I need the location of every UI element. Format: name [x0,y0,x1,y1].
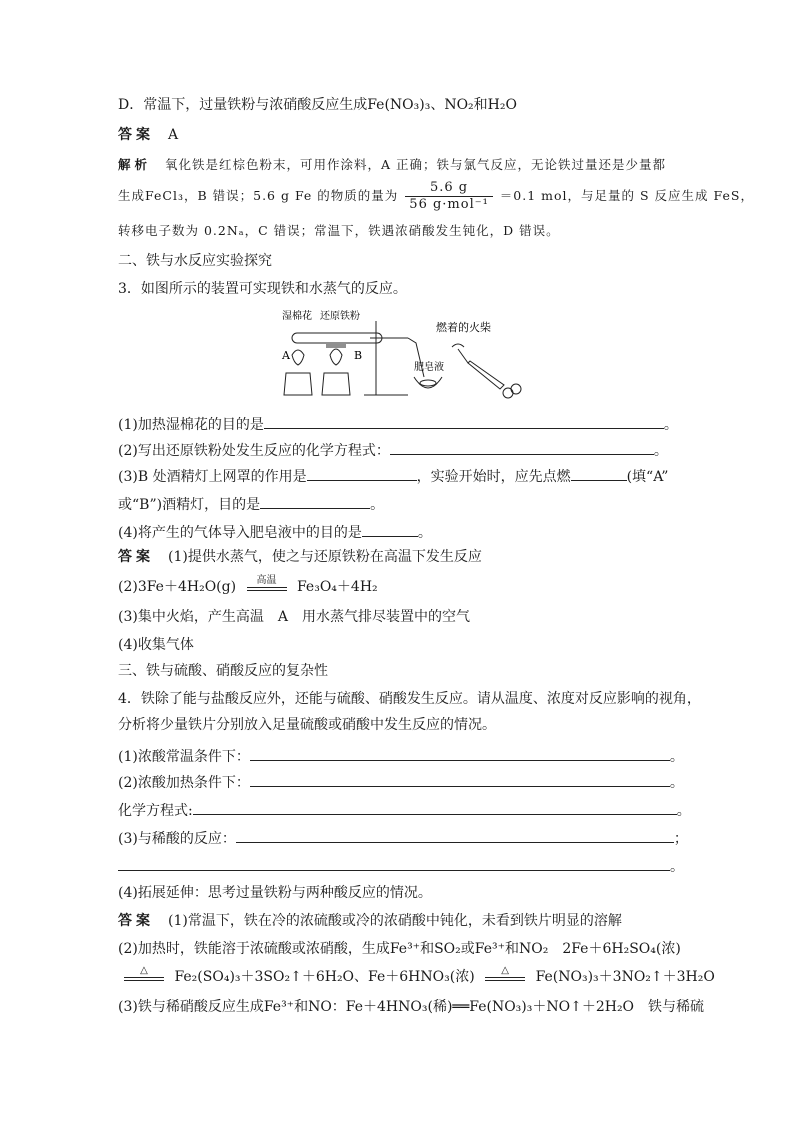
answer-3-3: (3)集中火焰，产生高温 A 用水蒸气排尽装置中的空气 [118,609,470,625]
soap-label: 肥皂液 [414,362,444,373]
analysis-text-2a: 生成FeCl₃，B 错误；5.6 g Fe 的物质的量为 [118,188,399,203]
answer-blank[interactable] [193,800,677,815]
burner-b-label: B [354,349,363,362]
analysis-text-1: 氧化铁是红棕色粉末，可用作涂料，A 正确；铁与氯气反应，无论铁过量还是少量都 [165,157,667,172]
analysis-line-2 [118,180,754,213]
mole-fraction [405,180,493,213]
answer-blank[interactable] [571,466,627,481]
burning-match-figure [430,317,530,407]
question-4-1: (1)浓酸常温条件下： 。 [118,746,684,766]
heat-reaction-sign: △ [483,968,527,986]
answer-blank[interactable] [390,440,654,455]
iron-powder-label: 还原铁粉 [320,311,360,322]
question-3-1: (1)加热湿棉花的目的是 。 [118,414,678,434]
answer-3-1: 答案 (1)提供水蒸气，使之与还原铁粉在高温下发生反应 [118,549,482,565]
question-3-3: (3)B 处酒精灯上网罩的作用是 ，实验开始时，应先点燃 (填“A” [118,466,668,486]
answer-3-4: (4)收集气体 [118,637,194,653]
analysis-line-3: 转移电子数为 0.2Nₐ，C 错误；常温下，铁遇浓硝酸发生钝化，D 错误。 [118,223,560,238]
fraction-denominator: 56 g·mol⁻¹ [409,197,489,212]
question-3-4: (4)将产生的气体导入肥皂液中的目的是 。 [118,522,432,542]
fraction-numerator: 5.6 g [405,180,493,197]
heat-reaction-sign: △ [122,968,166,986]
question-4-2: (2)浓酸加热条件下： 。 [118,772,684,792]
question-4-4: (4)拓展延伸：思考过量铁粉与两种酸反应的情况。 [118,885,432,901]
answer-blank[interactable] [264,414,664,429]
answer-blank[interactable] [236,828,674,843]
answer-label: 答案 [118,127,154,143]
match-label: 燃着的火柴 [436,321,491,334]
answer-value: A [168,127,179,143]
answer-4-1: 答案 (1)常温下，铁在冷的浓硫酸或冷的浓硝酸中钝化，未看到铁片明显的溶解 [118,913,622,929]
analysis-text-2b: ＝0.1 mol，与足量的 S 反应生成 FeS， [499,188,754,203]
question-4-equation: 化学方程式: 。 [118,800,691,820]
answer-3-2: (2)3Fe＋4H₂O(g) 高温 Fe₃O₄＋4H₂ [118,575,378,595]
question-3: 3．如图所示的装置可实现铁和水蒸气的反应。 [118,281,407,297]
answer-blank[interactable] [260,494,370,509]
answer-blank[interactable] [250,746,670,761]
cotton-label: 湿棉花 [282,311,312,322]
analysis-line-1 [118,156,666,174]
answer-4-4: (3)铁与稀硝酸反应生成Fe³⁺和NO：Fe＋4HNO₃(稀)══Fe(NO₃)₃＋NO↑＋2H₂O 铁与稀硫 [118,999,705,1015]
question-4-line-1: 4．铁除了能与盐酸反应外，还能与硫酸、硝酸发生反应。请从温度、浓度对反应影响的视角， [118,691,701,707]
answer-1 [118,126,178,144]
option-d: D．常温下，过量铁粉与浓硝酸反应生成Fe(NO₃)₃、NO₂和H₂O [118,97,517,113]
burner-a-label: A [282,349,290,362]
question-3-2: (2)写出还原铁粉处发生反应的化学方程式： 。 [118,440,668,460]
high-temp-reaction-sign: 高温 [245,578,289,596]
analysis-label: 解析 [118,157,152,172]
answer-blank[interactable] [118,856,670,871]
section-2-heading: 二、铁与水反应实验探究 [118,253,272,269]
section-3-heading: 三、铁与硫酸、硝酸反应的复杂性 [118,663,328,679]
question-4-3: (3)与稀酸的反应： ； [118,828,688,848]
answer-4-3: △ Fe₂(SO₄)₃＋3SO₂↑＋6H₂O、Fe＋6HNO₃(浓) △ Fe(NO₃)₃＋3NO₂↑＋3H₂O [118,968,715,986]
question-3-3-cont: 或“B”)酒精灯，目的是 。 [118,494,384,514]
answer-blank[interactable] [362,522,418,537]
question-4-3-cont: 。 [118,856,684,876]
answer-blank[interactable] [250,772,670,787]
answer-4-2: (2)加热时，铁能溶于浓硫酸或浓硝酸，生成Fe³⁺和SO₂或Fe³⁺和NO₂ 2Fe＋6H₂SO₄(浓) [118,941,681,957]
question-4-line-2: 分析将少量铁片分别放入足量硫酸或硝酸中发生反应的情况。 [118,717,496,733]
answer-blank[interactable] [307,466,417,481]
